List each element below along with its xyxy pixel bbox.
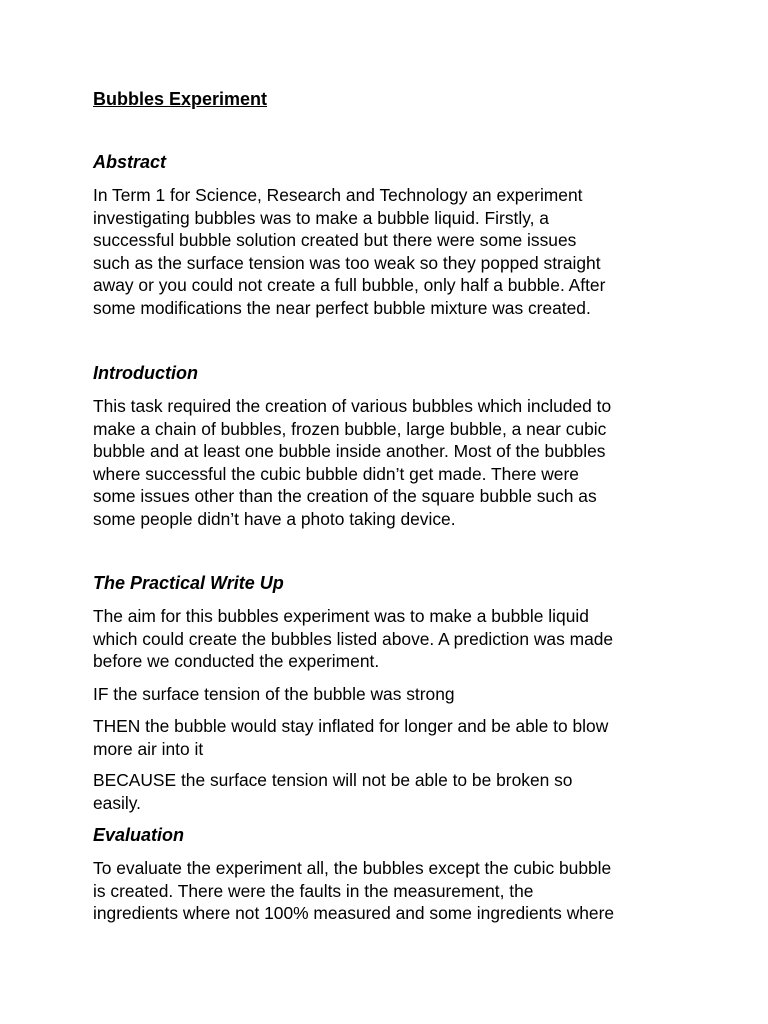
text-line: The aim for this bubbles experiment was to make a bubble liquid <box>93 606 589 626</box>
text-line: investigating bubbles was to make a bubble liquid. Firstly, a <box>93 207 549 228</box>
section-heading-evaluation: Evaluation <box>93 825 185 845</box>
hypothesis-if-paragraph <box>93 683 683 706</box>
text-line: some people didn’t have a photo taking device. <box>93 508 456 529</box>
text-line: This task required the creation of various bubbles which included to <box>93 396 612 416</box>
hypothesis-because-paragraph <box>93 769 683 814</box>
evaluation-paragraph <box>93 857 683 925</box>
hypothesis-then-paragraph <box>93 715 683 760</box>
text-line: THEN the bubble would stay inflated for longer and be able to blow <box>93 716 609 736</box>
text-line: away or you could not create a full bubble, only half a bubble. After <box>93 275 606 296</box>
section-heading-abstract: Abstract <box>93 152 167 172</box>
text-line: make a chain of bubbles, frozen bubble, large bubble, a near cubic <box>93 418 607 439</box>
text-line: some issues other than the creation of the square bubble such as <box>93 486 597 507</box>
text-line: where successful the cubic bubble didn’t get made. There were <box>93 463 579 484</box>
document-title: Bubbles Experiment <box>93 89 268 109</box>
text-line: such as the surface tension was too weak so they popped straight <box>93 252 601 273</box>
practical-aim-paragraph <box>93 605 683 673</box>
section-heading-practical: The Practical Write Up <box>93 573 284 593</box>
text-line: which could create the bubbles listed above. A prediction was made <box>93 628 614 649</box>
text-line: more air into it <box>93 738 204 759</box>
text-line: bubble and at least one bubble inside another. Most of the bubbles <box>93 441 606 462</box>
text-line: ingredients where not 100% measured and some ingredients where <box>93 903 615 924</box>
text-line: To evaluate the experiment all, the bubbles except the cubic bubble <box>93 858 612 878</box>
text-line: successful bubble solution created but there were some issues <box>93 230 577 251</box>
section-heading-introduction: Introduction <box>93 363 198 383</box>
abstract-paragraph <box>93 184 683 320</box>
text-line: IF the surface tension of the bubble was strong <box>93 684 455 704</box>
text-line: BECAUSE the surface tension will not be able to be broken so <box>93 770 573 790</box>
text-line: some modifications the near perfect bubble mixture was created. <box>93 297 591 318</box>
introduction-paragraph <box>93 395 683 531</box>
text-line: In Term 1 for Science, Research and Technology an experiment <box>93 185 583 205</box>
text-line: before we conducted the experiment. <box>93 651 380 672</box>
text-line: is created. There were the faults in the measurement, the <box>93 880 534 901</box>
text-line: easily. <box>93 792 142 813</box>
